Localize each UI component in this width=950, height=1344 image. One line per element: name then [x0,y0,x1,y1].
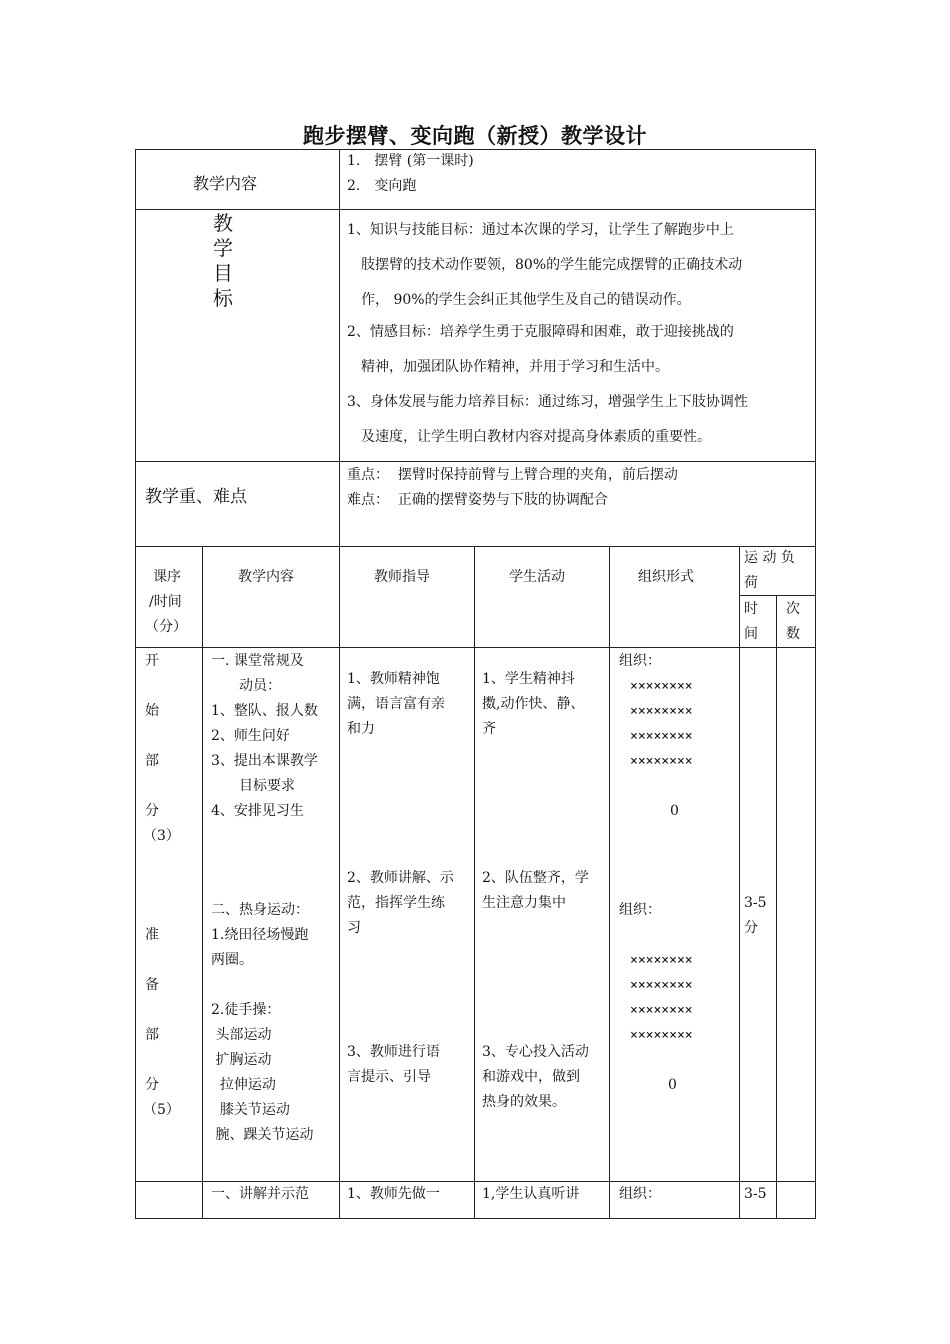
goal-line: 肢摆臂的技术动作要领，80%的学生能完成摆臂的正确技术动 [347,257,743,273]
content-line: 扩胸运动 [211,1052,272,1068]
table-border-bottom [135,1218,816,1219]
table-border-left [135,149,136,1219]
row-divider [135,647,815,648]
teacher-line: 1、教师精神饱 [347,671,440,687]
content-line: 3、提出本课教学 [211,753,318,769]
load-time: 3-5 [744,1186,767,1202]
goal-line: 1、知识与技能目标：通过本次课的学习，让学生了解跑步中上 [347,222,734,238]
load-time: 3-5 [744,895,767,911]
header-time: 时 [744,601,758,617]
row-divider [135,461,815,462]
period-char: 备 [145,977,159,993]
teacher-line: 满，语言富有亲 [347,696,445,712]
formation-row: ×××××××× [630,754,693,769]
column-divider [474,546,475,1219]
header-load: 运 动 负 [744,550,795,566]
goal-line: 精神，加强团队协作精神，并用于学习和生活中。 [347,359,669,375]
period-minutes: （3） [143,828,180,844]
student-line: 1、学生精神抖 [482,671,575,687]
content-line: 头部运动 [211,1027,272,1043]
content-line: 1.绕田径场慢跑 [211,927,309,943]
column-divider [776,595,777,1219]
content-line: 拉伸运动 [211,1077,276,1093]
teacher-line: 1、教师先做一 [347,1186,440,1202]
teacher-line: 2、教师讲解、示 [347,870,454,886]
table-border-right [815,149,816,1219]
goal-line: 作， 90%的学生会纠正其他学生及自己的错误动作。 [347,292,691,308]
column-divider [202,546,203,1219]
student-line: 擞,动作快、静、 [482,696,585,712]
student-line: 2、队伍整齐，学 [482,870,589,886]
formation-row: ×××××××× [630,704,693,719]
teacher-line: 范，指挥学生练 [347,895,445,911]
header-student: 学生活动 [509,569,565,585]
formation-row: ×××××××× [630,1003,693,1018]
period-minutes: （5） [143,1102,180,1118]
key-point: 重点： 摆臂时保持前臂与上臂合理的夹角，前后摆动 [347,467,678,483]
column-divider [339,149,340,1219]
header-content: 教学内容 [238,569,294,585]
goal-line: 及速度，让学生明白教材内容对提高身体素质的重要性。 [347,429,711,445]
formation-row: ×××××××× [630,978,693,993]
period-char: 部 [145,753,159,769]
header-organization: 组织形式 [638,569,694,585]
goal-heading-char: 目 [213,261,233,285]
goal-line: 3、身体发展与能力培养目标：通过练习，增强学生上下肢协调性 [347,394,748,410]
header-period: /时间 [149,594,182,610]
student-line: 齐 [482,721,496,737]
key-point: 难点： 正确的摆臂姿势与下肢的协调配合 [347,492,608,508]
period-char: 准 [145,927,159,943]
period-char: 开 [145,653,159,669]
period-char: 始 [145,703,159,719]
header-time: 间 [744,626,758,642]
content-line: 动员： [211,678,281,694]
content-line: 2、师生问好 [211,728,290,744]
teacher-position-marker: 0 [670,803,679,819]
formation-row: ×××××××× [630,679,693,694]
header-teacher: 教师指导 [374,569,430,585]
goal-line: 2、情感目标：培养学生勇于克服障碍和困难，敢于迎接挑战的 [347,324,734,340]
header-count: 次 [786,601,800,617]
content-line: 腕、踝关节运动 [211,1127,314,1143]
header-count: 数 [786,626,800,642]
formation-row: ×××××××× [630,1028,693,1043]
organization-label: 组织： [619,1186,661,1202]
content-line: 2.徒手操： [211,1002,281,1018]
organization-label: 组织： [619,653,661,669]
content-line: 目标要求 [211,778,295,794]
header-load: 荷 [744,575,758,591]
header-period: （分） [145,619,187,635]
teacher-position-marker: 0 [668,1077,677,1093]
content-line: 一、讲解并示范 [211,1186,309,1202]
period-char: 分 [145,803,159,819]
formation-row: ×××××××× [630,953,693,968]
goal-heading-char: 标 [213,286,233,310]
period-char: 分 [145,1077,159,1093]
column-divider [739,546,740,1219]
header-period: 课序 [153,569,181,585]
lesson-plan-table [135,149,815,1219]
load-time-unit: 分 [744,920,758,936]
student-line: 生注意力集中 [482,895,566,911]
content-line: 二、热身运动： [211,902,309,918]
row-divider [135,209,815,210]
table-border-top [135,149,815,150]
content-item-1: 1. 摆臂 (第一课时) [347,153,474,169]
student-line: 1,学生认真听讲 [482,1186,580,1202]
content-label: 教学内容 [193,174,258,193]
goal-heading-char: 学 [213,236,233,260]
column-divider [609,546,610,1219]
teacher-line: 和力 [347,721,375,737]
student-line: 和游戏中，做到 [482,1069,580,1085]
organization-label: 组织： [619,902,661,918]
student-line: 3、专心投入活动 [482,1044,589,1060]
goal-heading-char: 教 [213,211,233,235]
content-line: 一. 课堂常规及 [211,653,304,669]
formation-row: ×××××××× [630,729,693,744]
content-line: 两圈。 [211,952,253,968]
key-points-label: 教学重、难点 [145,487,247,507]
content-item-2: 2. 变向跑 [347,178,417,194]
teacher-line: 3、教师进行语 [347,1044,440,1060]
teacher-line: 习 [347,920,361,936]
content-line: 1、整队、报人数 [211,703,318,719]
row-divider [135,546,815,547]
student-line: 热身的效果。 [482,1094,566,1110]
document-title: 跑步摆臂、变向跑（新授）教学设计 [303,123,647,148]
teacher-line: 言提示、引导 [347,1069,431,1085]
period-char: 部 [145,1027,159,1043]
content-line: 4、安排见习生 [211,803,304,819]
content-line: 膝关节运动 [211,1102,290,1118]
